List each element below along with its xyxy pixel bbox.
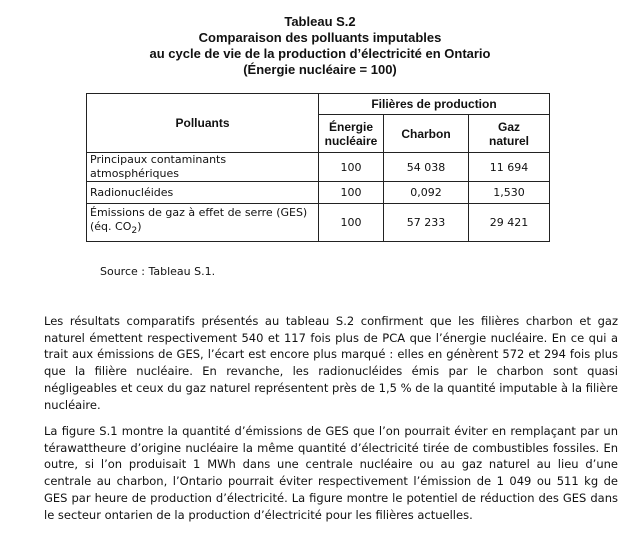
table-title-line-1: Comparaison des polluants imputables (198, 30, 442, 45)
header-production-sectors: Filières de production (319, 94, 550, 115)
table-title-line-2: au cycle de vie de la production d’électricité en Ontario (149, 46, 491, 61)
table-caption (0, 14, 640, 78)
paragraph: La figure S.1 montre la quantité d’émissions de GES que l’on pourrait éviter en remplaçant par un térawattheure d’origine nucléaire la même quantité d’électricité tirée de combustibles fossiles. En outre, si l’on produisait 1 MWh dans une centrale nucléaire ou au gaz naturel au lieu d’une centrale au charbon, l’Ontario pourrait éviter respectivement l’émission de 1 049 ou 511 kg de GES par heure de production d’électricité. La figure montre le potentiel de réduction des GES dans le secteur ontarien de la production d’électricité pour les filières actuelles. (44, 424, 618, 522)
cell-nuclear: 100 (319, 204, 384, 242)
cell-gas: 11 694 (469, 153, 550, 182)
cell-gas: 29 421 (469, 204, 550, 242)
row-label: Principaux contaminants atmosphériques (87, 153, 319, 182)
cell-nuclear: 100 (319, 153, 384, 182)
header-nuclear-line-2: nucléaire (324, 133, 378, 148)
row-label-line-2-post: ) (137, 220, 142, 234)
cell-coal: 57 233 (384, 204, 469, 242)
header-gas (469, 115, 550, 153)
table-source: Source : Tableau S.1. (100, 265, 216, 278)
header-pollutants: Polluants (87, 94, 319, 153)
table-row (87, 153, 550, 182)
cell-coal: 54 038 (384, 153, 469, 182)
table-row (87, 182, 550, 204)
cell-gas: 1,530 (469, 182, 550, 204)
header-gas-line-2: naturel (489, 133, 530, 148)
row-label (87, 204, 319, 242)
header-nuclear (319, 115, 384, 153)
row-label: Radionucléides (87, 182, 319, 204)
header-nuclear-line-1: Énergie (328, 119, 373, 134)
cell-coal: 0,092 (384, 182, 469, 204)
pollutants-table (86, 93, 550, 242)
co2-subscript: 2 (131, 225, 138, 237)
table-number: Tableau S.2 (284, 14, 356, 29)
header-gas-line-1: Gaz (498, 119, 521, 134)
header-coal: Charbon (384, 115, 469, 153)
row-label-line-1: Émissions de gaz à effet de serre (GES) (90, 206, 308, 220)
table-title-line-3: (Énergie nucléaire = 100) (243, 62, 397, 77)
table-header-row (87, 94, 550, 115)
table-row (87, 204, 550, 242)
row-label-line-2-pre: (éq. CO (90, 220, 132, 234)
paragraph: Les résultats comparatifs présentés au tableau S.2 confirment que les filières charbon et gaz naturel émettent respectivement 540 et 117 fois plus de PCA que l’énergie nucléaire. En ce qui a trait aux émissions de GES, l’écart est encore plus marqué : elles en génèrent 572 et 294 fois plus que la filière nucléaire. En revanche, les radionucléides émis par le charbon sont quasi négligeables et ceux du gaz naturel représentent près de 1,5 % de la quantité imputable à la filière nucléaire. (44, 314, 618, 412)
cell-nuclear: 100 (319, 182, 384, 204)
